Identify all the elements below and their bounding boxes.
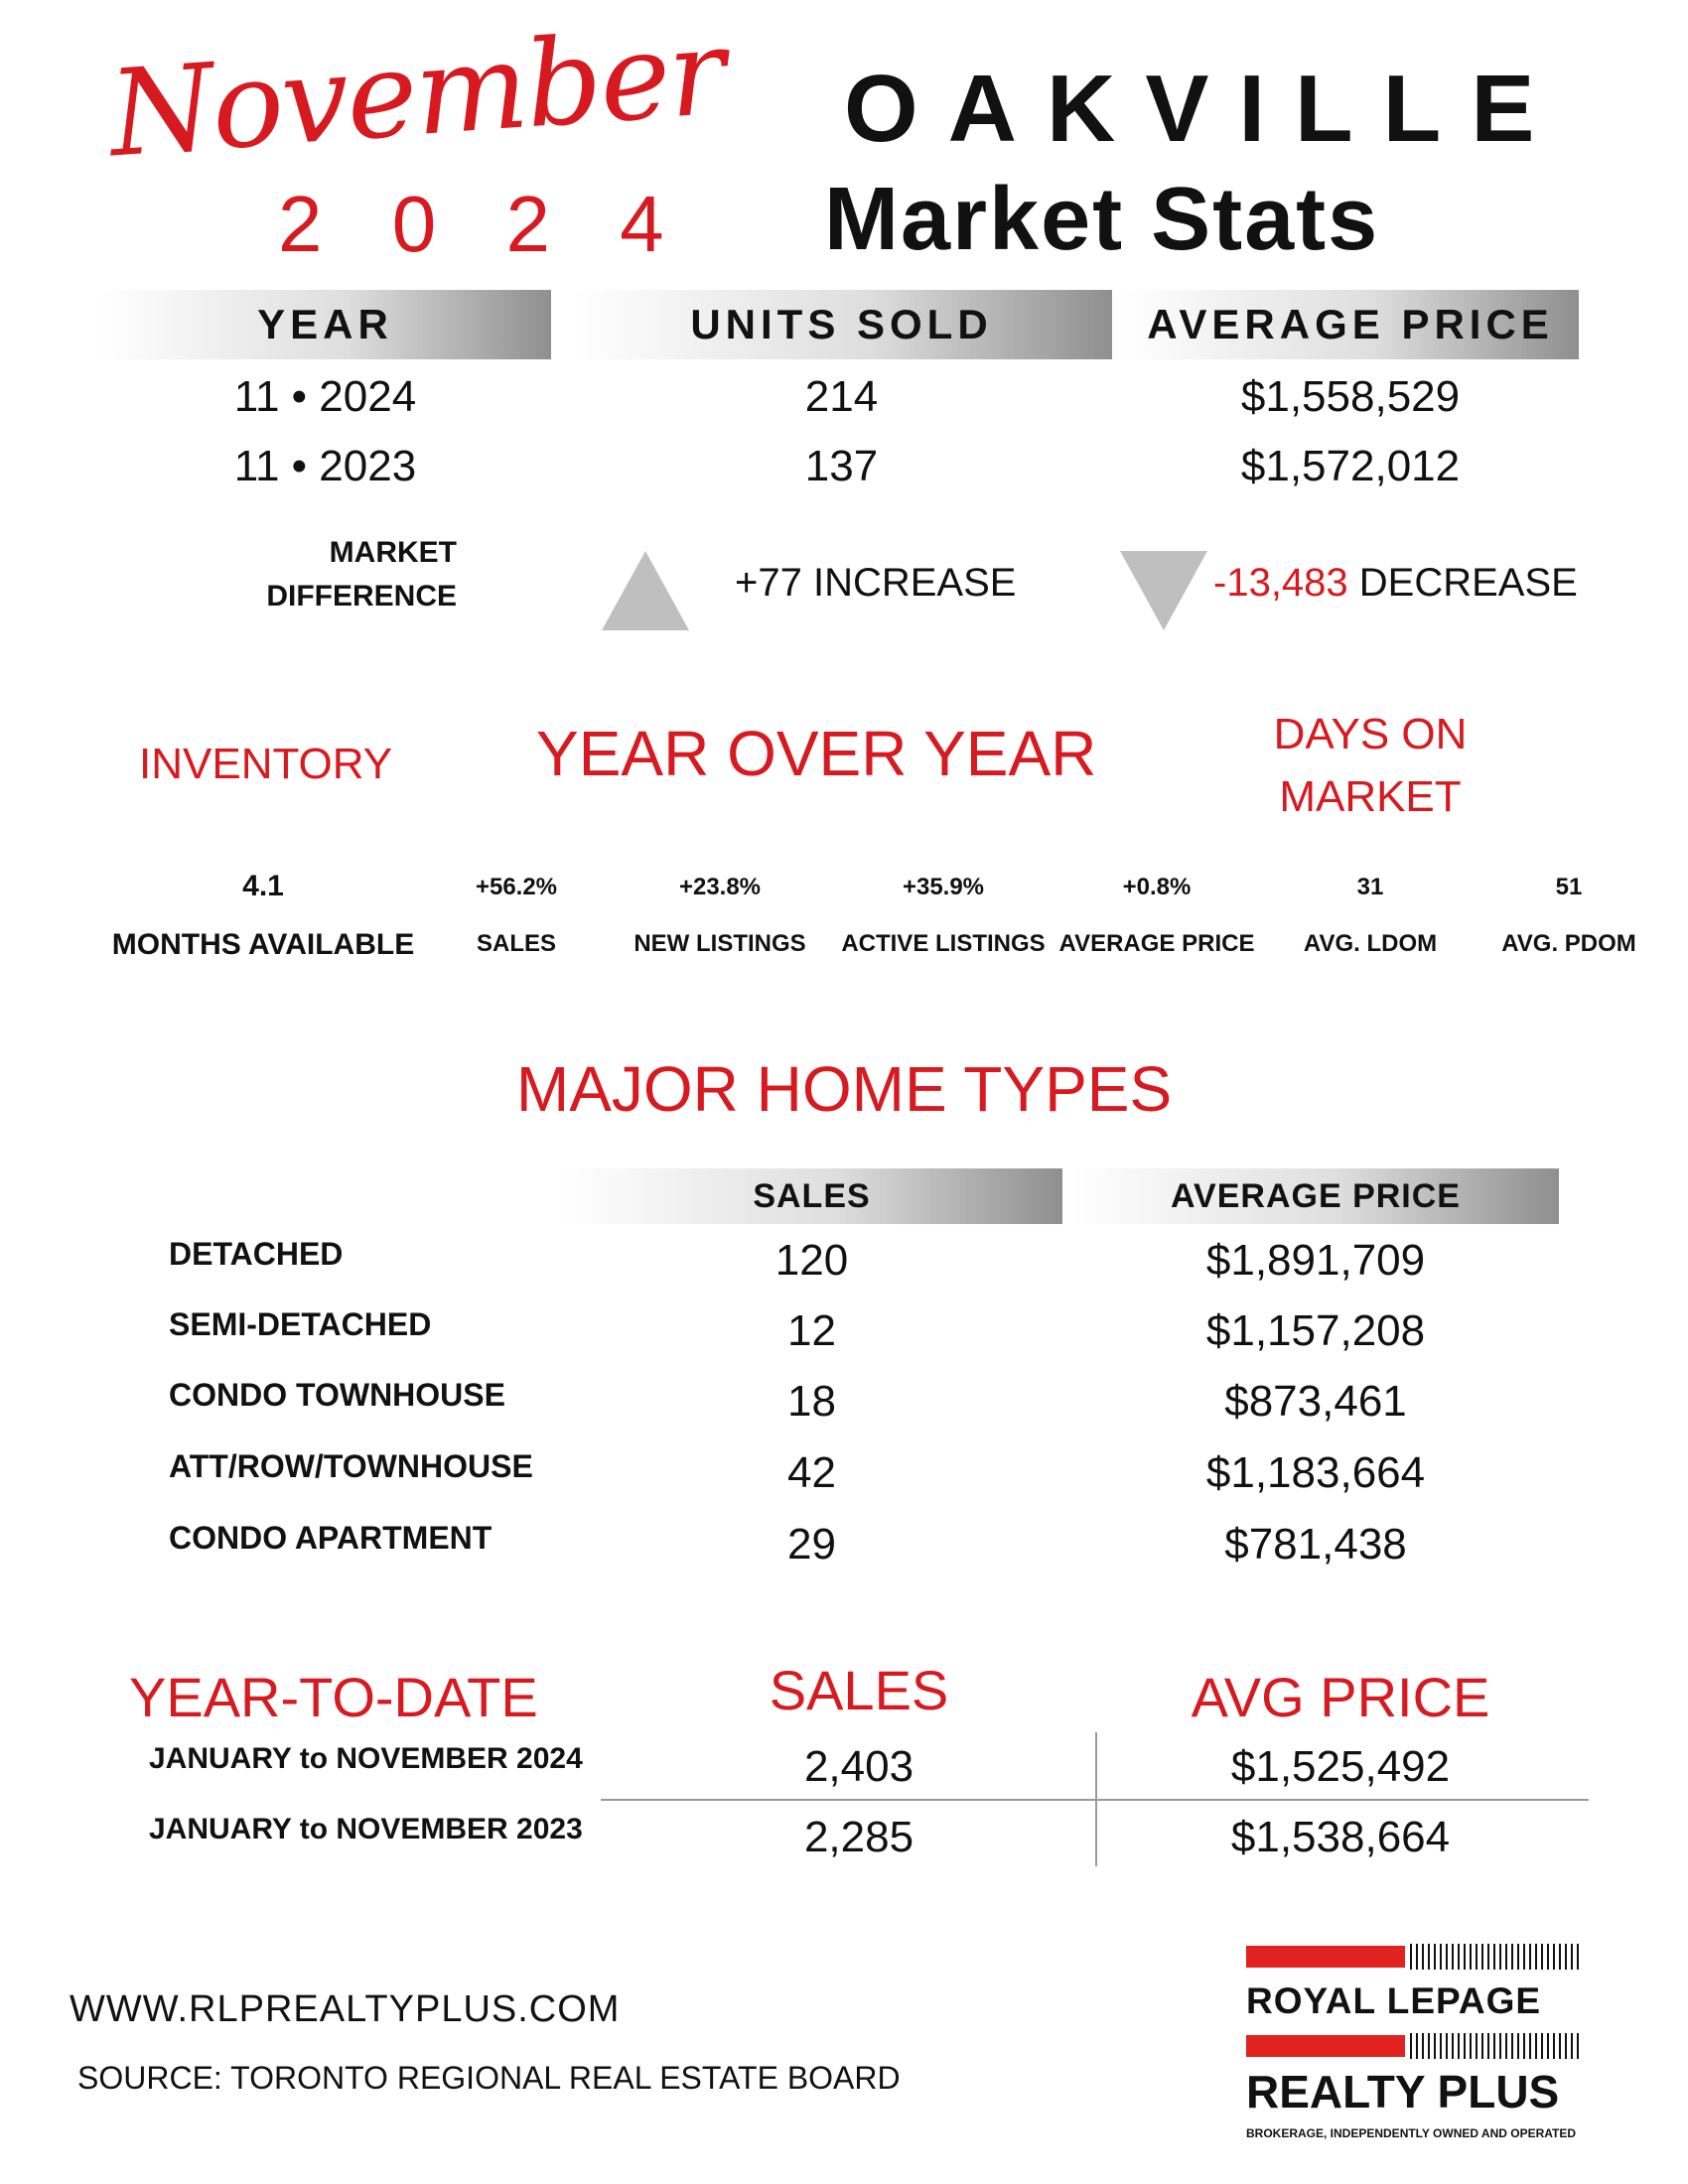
market-difference-label-2: DIFFERENCE [266, 580, 457, 613]
stat-active-listings-label: ACTIVE LISTINGS [841, 930, 1046, 957]
market-difference-label-1: MARKET [329, 536, 457, 569]
home-type-name: ATT/ROW/TOWNHOUSE [169, 1448, 533, 1484]
ytd-sales-2023: 2,285 [803, 1813, 914, 1861]
ytd-horizontal-divider [601, 1799, 1589, 1801]
logo-barcode-top-icon [1410, 1944, 1579, 1970]
ytd-sales-title: SALES [769, 1659, 949, 1721]
decrease-triangle-icon [1120, 551, 1207, 630]
home-types-title: MAJOR HOME TYPES [515, 1053, 1173, 1125]
home-type-price: $781,438 [1224, 1520, 1407, 1569]
price-change-word: DECREASE [1347, 561, 1578, 605]
col-header-average-price: AVERAGE PRICE [1122, 290, 1579, 359]
logo-red-stripe-bottom [1246, 2035, 1405, 2057]
dom-title-1: DAYS ON [1273, 710, 1468, 758]
summary-units-2023: 137 [804, 442, 879, 490]
home-type-price: $1,891,709 [1205, 1236, 1426, 1285]
home-type-name: DETACHED [169, 1236, 344, 1272]
summary-units-2024: 214 [804, 372, 879, 421]
col-header-year: YEAR [99, 290, 551, 359]
home-type-name: CONDO TOWNHOUSE [169, 1377, 505, 1413]
stat-average-price-value: +0.8% [1122, 874, 1192, 900]
price-change [1213, 561, 1578, 606]
home-type-sales: 12 [787, 1306, 836, 1355]
website-link[interactable]: WWW.RLPREALTYPLUS.COM [70, 1988, 621, 2030]
stat-new-listings-value: +23.8% [678, 874, 762, 900]
stat-sales-value: +56.2% [475, 874, 558, 900]
ytd-price-title: AVG PRICE [1191, 1666, 1490, 1728]
home-type-sales: 42 [787, 1448, 836, 1497]
ytd-period-2024: JANUARY to NOVEMBER 2024 [149, 1742, 583, 1775]
month-script-title: November [104, 3, 729, 185]
stat-avg-ldom-label: AVG. LDOM [1303, 930, 1438, 957]
stat-months-available-label: MONTHS AVAILABLE [111, 928, 415, 961]
ytd-price-2024: $1,525,492 [1230, 1742, 1451, 1791]
ytd-title: YEAR-TO-DATE [129, 1666, 538, 1728]
stat-average-price-label: AVERAGE PRICE [1058, 930, 1255, 957]
stat-avg-ldom-value: 31 [1356, 874, 1384, 900]
summary-year-2024: 11 • 2024 [233, 372, 417, 421]
logo-brand: ROYAL LEPAGE [1246, 1980, 1542, 2021]
summary-year-2023: 11 • 2023 [233, 442, 417, 490]
home-type-price: $873,461 [1224, 1377, 1407, 1426]
price-change-value: -13,483 [1213, 561, 1348, 605]
home-type-name: SEMI-DETACHED [169, 1306, 432, 1342]
report-year: 2 0 2 4 [278, 180, 688, 268]
stat-new-listings-label: NEW LISTINGS [633, 930, 806, 957]
logo-barcode-bottom-icon [1410, 2033, 1579, 2059]
home-type-sales: 29 [787, 1520, 836, 1569]
home-type-price: $1,157,208 [1205, 1306, 1426, 1355]
city-title: OAKVILLE [844, 56, 1565, 162]
home-types-header-average-price: AVERAGE PRICE [1072, 1168, 1559, 1224]
summary-price-2023: $1,572,012 [1240, 442, 1461, 490]
ytd-price-2023: $1,538,664 [1230, 1813, 1451, 1861]
home-type-sales: 120 [774, 1236, 849, 1285]
royal-lepage-logo [1246, 1941, 1584, 2149]
stat-avg-pdom-value: 51 [1555, 874, 1583, 900]
home-type-price: $1,183,664 [1205, 1448, 1426, 1497]
home-types-header-sales: SALES [561, 1168, 1062, 1224]
summary-price-2024: $1,558,529 [1240, 372, 1461, 421]
logo-name: REALTY PLUS [1246, 2066, 1560, 2117]
stat-avg-pdom-label: AVG. PDOM [1501, 930, 1636, 957]
ytd-period-2023: JANUARY to NOVEMBER 2023 [149, 1813, 583, 1845]
ytd-sales-2024: 2,403 [803, 1742, 914, 1791]
dom-title-2: MARKET [1279, 772, 1462, 821]
col-header-units-sold: UNITS SOLD [571, 290, 1112, 359]
source-note: SOURCE: TORONTO REGIONAL REAL ESTATE BOARD [77, 2060, 901, 2096]
logo-red-stripe-top [1246, 1946, 1405, 1968]
logo-tagline: BROKERAGE, INDEPENDENTLY OWNED AND OPERATED [1246, 2126, 1577, 2140]
page-subtitle: Market Stats [824, 170, 1380, 269]
stat-sales-label: SALES [476, 930, 556, 957]
increase-triangle-icon [602, 551, 689, 630]
home-type-name: CONDO APARTMENT [169, 1520, 492, 1556]
stat-months-available-value: 4.1 [242, 870, 284, 902]
home-type-sales: 18 [787, 1377, 836, 1426]
stat-active-listings-value: +35.9% [902, 874, 985, 900]
inventory-title: INVENTORY [139, 740, 393, 788]
units-change: +77 INCREASE [735, 561, 1017, 605]
yoy-title: YEAR OVER YEAR [536, 718, 1097, 789]
